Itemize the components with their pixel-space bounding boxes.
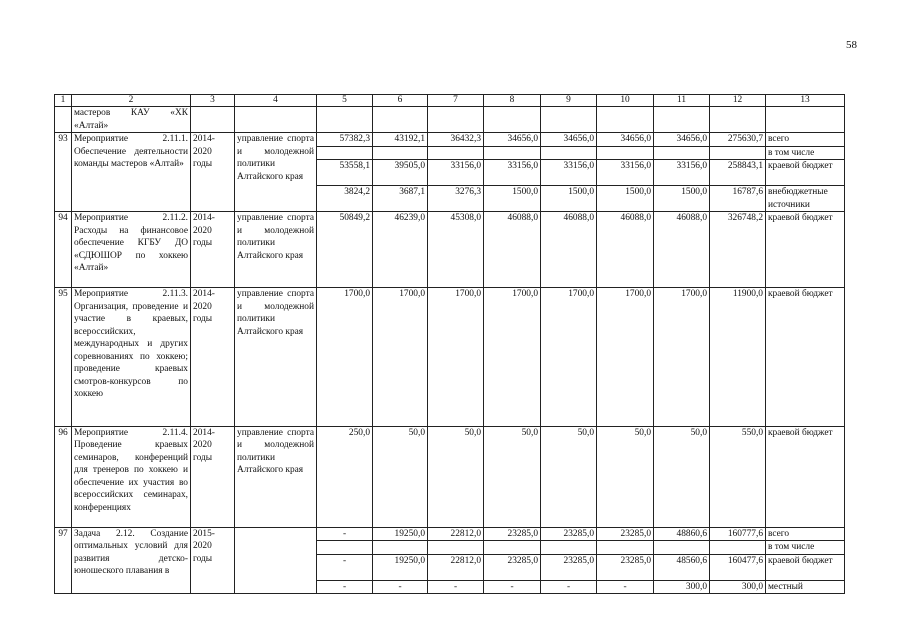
value-cell: 19250,0 [373,527,428,541]
value-cell: 34656,0 [597,133,654,147]
row-number: 97 [55,527,72,594]
value-cell: 22812,0 [428,527,484,541]
value-cell: 33156,0 [484,160,541,186]
value-cell [541,146,597,160]
value-cell: 1500,0 [597,186,654,212]
continuation-row [55,107,845,133]
measure-name: Мероприятие 2.11.1. Обеспечение деятельности команды мастеров «Алтай» [72,133,191,212]
value-cell: 300,0 [654,580,710,594]
value-cell [710,146,766,160]
value-cell: 258843,1 [710,160,766,186]
value-cell: 53558,1 [317,160,373,186]
row-number: 96 [55,426,72,527]
value-cell [541,541,597,555]
value-cell: 19250,0 [373,554,428,580]
value-cell: 34656,0 [654,133,710,147]
header-cell: 3 [191,95,235,107]
header-row [55,95,845,107]
value-cell [317,541,373,555]
value-cell: 46088,0 [484,212,541,288]
header-cell: 6 [373,95,428,107]
funding-source: местный [766,580,845,594]
header-cell: 4 [235,95,317,107]
value-cell: 1500,0 [484,186,541,212]
value-cell: 3276,3 [428,186,484,212]
value-cell: 48560,6 [654,554,710,580]
funding-source: краевой бюджет [766,160,845,186]
table-row [55,212,845,288]
page-number: 58 [846,39,857,51]
header-cell: 1 [55,95,72,107]
header-cell: 10 [597,95,654,107]
measure-name: Мероприятие 2.11.2. Расходы на финансовое обеспечение КГБУ ДО «СДЮШОР по хоккею «Алтай» [72,212,191,288]
budget-table [54,94,845,594]
header-cell: 12 [710,95,766,107]
value-cell: 1700,0 [484,288,541,427]
value-cell: 46239,0 [373,212,428,288]
table-row [55,527,845,541]
value-cell: 160477,6 [710,554,766,580]
value-cell: 1700,0 [428,288,484,427]
value-cell: 48860,6 [654,527,710,541]
value-cell: 33156,0 [541,160,597,186]
executor-cell: управление спорта и молодежной политики Алтайского края [235,133,317,212]
value-cell [484,146,541,160]
value-cell: 33156,0 [428,160,484,186]
value-cell [654,146,710,160]
value-cell: 1700,0 [654,288,710,427]
value-cell [484,541,541,555]
value-cell: 50,0 [428,426,484,527]
value-cell: 33156,0 [597,160,654,186]
value-cell: 1500,0 [541,186,597,212]
value-cell: 326748,2 [710,212,766,288]
funding-source: краевой бюджет [766,212,845,288]
value-cell: 23285,0 [541,527,597,541]
row-number: 95 [55,288,72,427]
value-cell: 1700,0 [541,288,597,427]
value-cell [597,146,654,160]
value-cell: 43192,1 [373,133,428,147]
value-cell: 45308,0 [428,212,484,288]
value-cell [710,541,766,555]
value-cell: 57382,3 [317,133,373,147]
value-cell: 23285,0 [597,527,654,541]
value-cell: - [541,580,597,594]
header-cell: 9 [541,95,597,107]
funding-source: краевой бюджет [766,426,845,527]
value-cell: 22812,0 [428,554,484,580]
funding-source: краевой бюджет [766,554,845,580]
table-row [55,288,845,427]
value-cell: - [317,580,373,594]
value-cell: 50,0 [373,426,428,527]
header-cell: 7 [428,95,484,107]
value-cell: - [428,580,484,594]
period-cell: 2014-2020 годы [191,133,235,212]
measure-name: Мероприятие 2.11.3. Организация, проведение и участие в краевых, всероссийских, международных и других соревнованиях по хоккею; проведение краевых смотров-конкурсов по хоккею [72,288,191,427]
funding-source: внебюджетные источники [766,186,845,212]
row-number: 93 [55,133,72,212]
value-cell: 34656,0 [484,133,541,147]
period-cell: 2014-2020 годы [191,426,235,527]
value-cell [373,541,428,555]
funding-source: краевой бюджет [766,288,845,427]
value-cell: 16787,6 [710,186,766,212]
value-cell: 33156,0 [654,160,710,186]
value-cell: - [484,580,541,594]
value-cell: 46088,0 [654,212,710,288]
value-cell: 1700,0 [317,288,373,427]
funding-source: всего [766,133,845,147]
value-cell: - [317,527,373,541]
funding-source: в том числе [766,541,845,555]
value-cell: 1700,0 [373,288,428,427]
value-cell: 46088,0 [541,212,597,288]
value-cell [597,541,654,555]
value-cell: 23285,0 [484,527,541,541]
value-cell: 50,0 [541,426,597,527]
measure-name: Задача 2.12. Создание оптимальных условий для развития детско-юношеского плавания в [72,527,191,594]
header-cell: 8 [484,95,541,107]
header-cell: 5 [317,95,373,107]
executor-cell: управление спорта и молодежной политики Алтайского края [235,426,317,527]
value-cell: 23285,0 [541,554,597,580]
value-cell: - [317,554,373,580]
value-cell: - [373,580,428,594]
value-cell: 160777,6 [710,527,766,541]
value-cell: 23285,0 [597,554,654,580]
row-number: 94 [55,212,72,288]
value-cell: 1700,0 [597,288,654,427]
value-cell [654,541,710,555]
period-cell: 2015-2020 годы [191,527,235,594]
period-cell: 2014-2020 годы [191,212,235,288]
value-cell: 250,0 [317,426,373,527]
value-cell: 3687,1 [373,186,428,212]
executor-cell: управление спорта и молодежной политики Алтайского края [235,288,317,427]
value-cell [317,146,373,160]
value-cell: 50,0 [654,426,710,527]
header-cell: 11 [654,95,710,107]
value-cell: 36432,3 [428,133,484,147]
value-cell: 23285,0 [484,554,541,580]
value-cell [428,146,484,160]
measure-name: Мероприятие 2.11.4. Проведение краевых семинаров, конференций для тренеров по хоккею и обеспечение их участия во всероссийских семинарах, конференциях [72,426,191,527]
value-cell: 50,0 [484,426,541,527]
value-cell: 275630,7 [710,133,766,147]
funding-source: в том числе [766,146,845,160]
value-cell: 39505,0 [373,160,428,186]
continuation-name: мастеров КАУ «ХК «Алтай» [72,107,191,133]
value-cell: 50,0 [597,426,654,527]
header-cell: 2 [72,95,191,107]
executor-cell [235,527,317,594]
value-cell [373,146,428,160]
funding-source: всего [766,527,845,541]
value-cell: 1500,0 [654,186,710,212]
table-row [55,133,845,147]
value-cell: 300,0 [710,580,766,594]
value-cell: 550,0 [710,426,766,527]
value-cell: - [597,580,654,594]
table-row [55,426,845,527]
header-cell: 13 [766,95,845,107]
value-cell: 34656,0 [541,133,597,147]
value-cell: 50849,2 [317,212,373,288]
value-cell: 46088,0 [597,212,654,288]
value-cell: 11900,0 [710,288,766,427]
period-cell: 2014-2020 годы [191,288,235,427]
value-cell [428,541,484,555]
executor-cell: управление спорта и молодежной политики Алтайского края [235,212,317,288]
value-cell: 3824,2 [317,186,373,212]
